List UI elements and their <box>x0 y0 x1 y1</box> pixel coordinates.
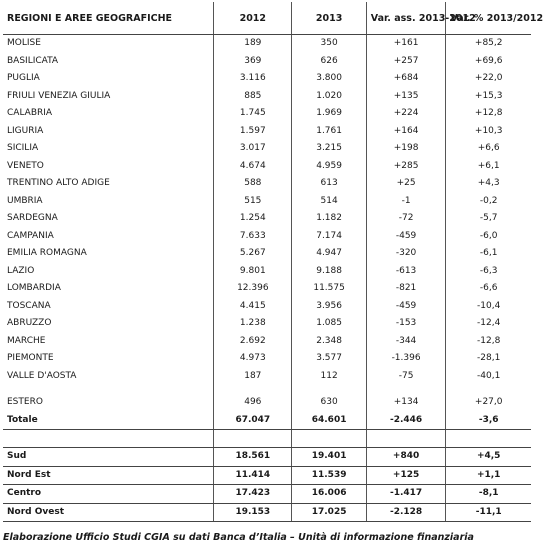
region-row <box>3 193 531 211</box>
region-row <box>3 298 531 316</box>
region-row-pct: -6,3 <box>446 263 531 281</box>
region-row <box>3 158 531 176</box>
gap-row <box>3 430 531 448</box>
header-var-ass: Var. ass. 2013-2012 <box>366 2 446 35</box>
region-row-2013: 350 <box>292 35 366 53</box>
region-row-2013: 9.188 <box>292 263 366 281</box>
estero-row <box>3 394 531 412</box>
region-row <box>3 70 531 88</box>
region-row-ass: +198 <box>366 140 446 158</box>
region-row-2012: 515 <box>214 193 292 211</box>
region-row-2013: 1.969 <box>292 105 366 123</box>
region-row-2012: 2.692 <box>214 333 292 351</box>
region-row-2013: 11.575 <box>292 280 366 298</box>
region-row-pct: -12,4 <box>446 315 531 333</box>
region-row-ass: -821 <box>366 280 446 298</box>
region-row-name: VALLE D'AOSTA <box>7 370 77 381</box>
area-row-pct: +4,5 <box>446 448 531 467</box>
region-row <box>3 315 531 333</box>
estero-ass: +134 <box>366 394 446 412</box>
region-row-ass: +25 <box>366 175 446 193</box>
region-row-pct: -10,4 <box>446 298 531 316</box>
region-row-2013: 3.800 <box>292 70 366 88</box>
region-row-name: LOMBARDIA <box>7 283 61 293</box>
region-row-ass: +224 <box>366 105 446 123</box>
region-row <box>3 35 531 53</box>
region-row-name: PIEMONTE <box>7 353 54 363</box>
region-row-2012: 3.017 <box>214 140 292 158</box>
region-row-name: TRENTINO ALTO ADIGE <box>7 178 110 188</box>
region-row-2013: 7.174 <box>292 228 366 246</box>
estero-2012: 496 <box>214 394 292 412</box>
spacer-row <box>3 385 531 394</box>
region-row-2012: 12.396 <box>214 280 292 298</box>
region-row-pct: -5,7 <box>446 210 531 228</box>
areas-body <box>3 448 531 522</box>
region-row-ass: -153 <box>366 315 446 333</box>
estero-name: ESTERO <box>7 397 43 407</box>
region-row-2012: 189 <box>214 35 292 53</box>
regions-table <box>3 2 543 522</box>
region-row-name: UMBRIA <box>7 195 43 206</box>
region-row <box>3 140 531 158</box>
region-row-2013: 626 <box>292 53 366 71</box>
region-row <box>3 368 531 386</box>
area-row-2013: 19.401 <box>292 448 366 467</box>
region-row-name: CALABRIA <box>7 108 53 118</box>
region-row <box>3 280 531 298</box>
region-row-name: BASILICATA <box>7 55 59 66</box>
estero-2013: 630 <box>292 394 366 412</box>
region-row-pct: +22,0 <box>446 70 531 88</box>
area-row-name: Nord Est <box>3 466 214 485</box>
area-row-2013: 11.539 <box>292 466 366 485</box>
region-row-name: LAZIO <box>7 265 35 276</box>
area-row-name: Centro <box>3 485 214 504</box>
area-row <box>3 466 531 485</box>
region-row-2012: 4.415 <box>214 298 292 316</box>
area-row-2013: 16.006 <box>292 485 366 504</box>
area-row-pct: -11,1 <box>446 503 531 522</box>
region-row-pct: +10,3 <box>446 123 531 141</box>
region-row-ass: -459 <box>366 228 446 246</box>
region-row-pct: -40,1 <box>446 368 531 386</box>
region-row-2012: 5.267 <box>214 245 292 263</box>
area-row-2012: 18.561 <box>214 448 292 467</box>
region-row-ass: -613 <box>366 263 446 281</box>
region-row-ass: +684 <box>366 70 446 88</box>
region-row-pct: -28,1 <box>446 350 531 368</box>
region-row-2013: 112 <box>292 368 366 386</box>
totale-pct: -3,6 <box>446 412 531 430</box>
area-row-2012: 11.414 <box>214 466 292 485</box>
area-row <box>3 485 531 504</box>
estero-pct: +27,0 <box>446 394 531 412</box>
region-row-ass: +257 <box>366 53 446 71</box>
region-row <box>3 350 531 368</box>
region-row-2012: 369 <box>214 53 292 71</box>
region-row-2012: 3.116 <box>214 70 292 88</box>
totale-name: Totale <box>3 412 214 430</box>
region-row <box>3 228 531 246</box>
region-row-ass: -1 <box>366 193 446 211</box>
region-row-2012: 1.597 <box>214 123 292 141</box>
regions-body <box>3 35 531 386</box>
region-row-2013: 1.182 <box>292 210 366 228</box>
region-row-2013: 3.215 <box>292 140 366 158</box>
region-row <box>3 175 531 193</box>
region-row-ass: -344 <box>366 333 446 351</box>
region-row <box>3 245 531 263</box>
region-row-pct: -0,2 <box>446 193 531 211</box>
area-row <box>3 503 531 522</box>
region-row-2013: 4.959 <box>292 158 366 176</box>
totale-2013: 64.601 <box>292 412 366 430</box>
totale-row <box>3 412 531 430</box>
region-row-pct: +69,6 <box>446 53 531 71</box>
region-row-ass: -320 <box>366 245 446 263</box>
region-row-2013: 613 <box>292 175 366 193</box>
region-row <box>3 210 531 228</box>
region-row-name: FRIULI VENEZIA GIULIA <box>7 90 111 101</box>
area-row-ass: -1.417 <box>366 485 446 504</box>
area-row-pct: +1,1 <box>446 466 531 485</box>
region-row-ass: +135 <box>366 88 446 106</box>
region-row-2012: 1.238 <box>214 315 292 333</box>
region-row-2012: 7.633 <box>214 228 292 246</box>
totale-ass: -2.446 <box>366 412 446 430</box>
region-row-name: SICILIA <box>7 143 39 153</box>
region-row-2012: 187 <box>214 368 292 386</box>
header-var-pct: Var. % 2013/2012 <box>446 2 531 35</box>
region-row-ass: -1.396 <box>366 350 446 368</box>
region-row-2013: 3.956 <box>292 298 366 316</box>
area-row-ass: +125 <box>366 466 446 485</box>
region-row-ass: -72 <box>366 210 446 228</box>
region-row-2013: 514 <box>292 193 366 211</box>
region-row-pct: -6,1 <box>446 245 531 263</box>
region-row-ass: +285 <box>366 158 446 176</box>
region-row <box>3 333 531 351</box>
totale-2012: 67.047 <box>214 412 292 430</box>
area-row-name: Sud <box>3 448 214 467</box>
region-row-ass: -75 <box>366 368 446 386</box>
region-row-2013: 1.020 <box>292 88 366 106</box>
region-row-name: MARCHE <box>7 335 46 346</box>
region-row-pct: +6,6 <box>446 140 531 158</box>
region-row-2012: 1.254 <box>214 210 292 228</box>
header-region: REGIONI E AREE GEOGRAFICHE <box>3 2 214 35</box>
region-row-name: TOSCANA <box>7 300 51 311</box>
region-row-2013: 1.085 <box>292 315 366 333</box>
region-row-name: SARDEGNA <box>7 213 58 223</box>
region-row <box>3 123 531 141</box>
region-row-ass: -459 <box>366 298 446 316</box>
region-row-ass: +164 <box>366 123 446 141</box>
region-row-pct: -6,6 <box>446 280 531 298</box>
source-caption: Elaborazione Ufficio Studi CGIA su dati Banca d’Italia – Unità di informazione finanziaria <box>3 532 474 543</box>
area-row-ass: -2.128 <box>366 503 446 522</box>
area-row-name: Nord Ovest <box>3 503 214 522</box>
region-row-name: PUGLIA <box>7 73 40 83</box>
region-row-ass: +161 <box>366 35 446 53</box>
area-row-2012: 19.153 <box>214 503 292 522</box>
region-row-name: VENETO <box>7 160 44 171</box>
region-row-name: EMILIA ROMAGNA <box>7 248 87 258</box>
region-row-2013: 4.947 <box>292 245 366 263</box>
region-row <box>3 88 531 106</box>
region-row-name: LIGURIA <box>7 125 44 136</box>
header-2013: 2013 <box>292 2 366 35</box>
region-row-name: ABRUZZO <box>7 318 52 328</box>
area-row-2013: 17.025 <box>292 503 366 522</box>
region-row-2013: 2.348 <box>292 333 366 351</box>
region-row-2012: 1.745 <box>214 105 292 123</box>
region-row-2012: 885 <box>214 88 292 106</box>
header-2012: 2012 <box>214 2 292 35</box>
region-row <box>3 263 531 281</box>
region-row-pct: +6,1 <box>446 158 531 176</box>
region-row-2012: 588 <box>214 175 292 193</box>
area-row-2012: 17.423 <box>214 485 292 504</box>
region-row-pct: +85,2 <box>446 35 531 53</box>
region-row-name: CAMPANIA <box>7 230 54 241</box>
region-row <box>3 53 531 71</box>
region-row-2012: 4.973 <box>214 350 292 368</box>
region-row-name: MOLISE <box>7 38 41 48</box>
area-row <box>3 448 531 467</box>
region-row-pct: +4,3 <box>446 175 531 193</box>
region-row-pct: -6,0 <box>446 228 531 246</box>
region-row <box>3 105 531 123</box>
table-header-row <box>3 2 531 35</box>
region-row-2013: 3.577 <box>292 350 366 368</box>
region-row-pct: +15,3 <box>446 88 531 106</box>
area-row-pct: -8,1 <box>446 485 531 504</box>
region-row-pct: +12,8 <box>446 105 531 123</box>
area-row-ass: +840 <box>366 448 446 467</box>
region-row-pct: -12,8 <box>446 333 531 351</box>
estero-body <box>3 385 531 448</box>
region-row-2013: 1.761 <box>292 123 366 141</box>
region-row-2012: 4.674 <box>214 158 292 176</box>
region-row-2012: 9.801 <box>214 263 292 281</box>
